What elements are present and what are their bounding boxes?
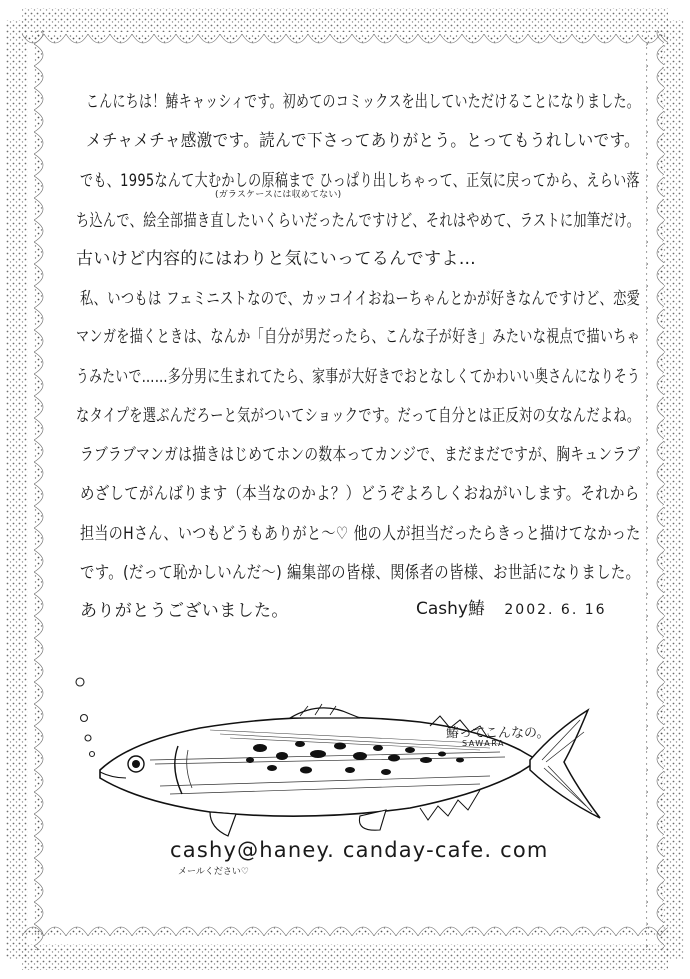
letter-line: です。(だって恥かしいんだ〜) 編集部の皆様、関係者の皆様、お世話になりました。	[80, 563, 641, 583]
letter-line: うみたいで……多分男に生まれてたら、家事が大好きでおとなしくてかわいい奥さんになりそう	[76, 367, 641, 387]
fish-caption-latin: SAWARA	[462, 739, 505, 748]
letter-line: 私、いつもは フェミニストなので、カッコイイおねーちゃんとかが好きなんですけど、恋愛	[80, 289, 641, 309]
letter-line: マンガを描くときは、なんか「自分が男だったら、こんな子が好き」みたいな視点で描いちゃ	[76, 327, 641, 347]
signature-date: 2002. 6. 16	[504, 602, 607, 618]
sawara-fish-illustration	[60, 660, 620, 850]
letter-aside-note: (ガラスケースには収めてない)	[215, 190, 342, 200]
fish-caption: 鰆ってこんなの。	[446, 726, 550, 741]
letter-line: ち込んで、絵全部描き直したいくらいだったんですけど、それはやめて、ラストに加筆だけ。	[76, 211, 641, 231]
letter-line: なタイプを選ぶんだろーと気がついてショックです。だって自分とは正反対の女なんだよね。	[76, 406, 641, 426]
contact-email[interactable]: cashy@haney. canday-cafe. com	[170, 838, 549, 862]
letter-line: めざしてがんばります（本当なのかよ？）どうぞよろしくおねがいします。それから	[80, 484, 640, 504]
letter-line: 古いけど内容的にはわりと気にいってるんですよ…	[76, 249, 477, 269]
letter-line: ありがとうございました。	[80, 601, 289, 621]
signature	[416, 594, 607, 619]
letter-line: 担当のHさん、いつもどうもありがと〜♡ 他の人が担当だったらきっと描けてなかった	[80, 524, 641, 544]
signature-name: Cashy鰆	[416, 599, 485, 619]
letter-line: ラブラブマンガは描きはじめてホンの数本ってカンジで、まだまだですが、胸キュンラブ	[80, 445, 641, 465]
bubble-icon	[76, 678, 95, 757]
mail-note: メールください♡	[178, 867, 249, 877]
letter-line: でも、1995なんて大むかしの原稿まで ひっぱり出しちゃって、正気に戻ってから、えらい落	[80, 171, 640, 191]
letter-line: こんにちは！鰆キャッシィです。初めてのコミックスを出していただけることになりました。	[86, 92, 640, 112]
letter-line: メチャメチャ感激です。読んで下さってありがとう。とってもうれしいです。	[86, 131, 641, 151]
